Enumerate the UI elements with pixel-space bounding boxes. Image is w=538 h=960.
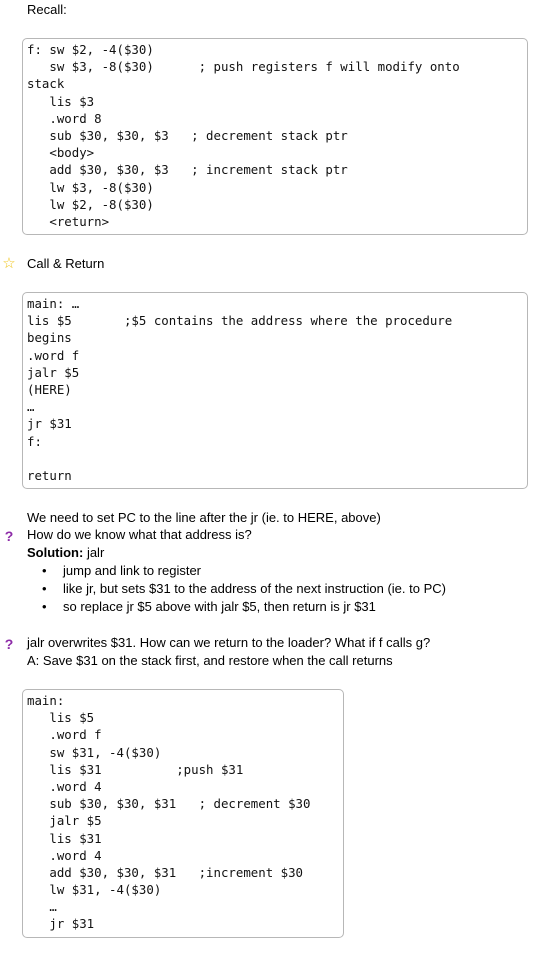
code-line: lis $3 (27, 93, 95, 109)
code-line: lis $31 (27, 830, 102, 846)
list-item: • so replace jr $5 above with jalr $5, then return is jr $31 (42, 598, 446, 616)
code-line: jr $31 (27, 416, 72, 432)
code-line: lis $31 ;push $31 (27, 761, 244, 777)
code-line: (HERE) (27, 381, 72, 397)
code-line: lis $5 ;$5 contains the address where the procedure (27, 313, 453, 329)
recall-heading: Recall: (27, 2, 67, 17)
code-line: add $30, $30, $31 ;increment $30 (27, 864, 304, 880)
code-block-recall (22, 38, 528, 235)
question-2-line-1: jalr overwrites $31. How can we return to the loader? What if f calls g? (27, 635, 431, 650)
code-line: jr $31 (27, 916, 95, 932)
star-icon: ☆ (2, 255, 16, 272)
code-line: add $30, $30, $3 ; increment stack ptr (27, 162, 348, 178)
code-line: stack (27, 76, 65, 92)
code-block-main (22, 689, 344, 938)
code-block-call-return (22, 292, 528, 489)
code-line: sw $31, -4($30) (27, 744, 162, 760)
code-line: sw $3, -8($30) ; push registers f will modify onto (27, 59, 460, 75)
solution-bullet-list (42, 562, 446, 616)
code-line: lw $31, -4($30) (27, 882, 162, 898)
question-2-line-2: A: Save $31 on the stack first, and restore when the call returns (27, 653, 393, 668)
call-return-heading: Call & Return (27, 256, 105, 271)
code-line: jalr $5 (27, 364, 80, 380)
code-line: f: (27, 433, 42, 449)
code-line: <return> (27, 213, 110, 229)
code-line: … (27, 899, 57, 915)
code-line: jalr $5 (27, 813, 102, 829)
code-line: .word f (27, 347, 80, 363)
code-line: main: … (27, 296, 80, 311)
list-item: • jump and link to register (42, 562, 446, 580)
code-line: lis $5 (27, 710, 95, 726)
solution-label: Solution: (27, 545, 84, 560)
list-item: • like jr, but sets $31 to the address of the next instruction (ie. to PC) (42, 580, 446, 598)
code-line: … (27, 399, 35, 415)
code-line: begins (27, 330, 72, 346)
code-line: sub $30, $30, $3 ; decrement stack ptr (27, 127, 348, 143)
code-line: main: (27, 693, 65, 708)
question-1-line-2: How do we know what that address is? (27, 527, 252, 542)
code-line: lw $3, -8($30) (27, 179, 154, 195)
question-mark-icon: ? (4, 636, 14, 652)
solution-value: jalr (83, 545, 105, 560)
code-line: .word 4 (27, 778, 102, 794)
code-line: f: sw $2, -4($30) (27, 42, 154, 57)
code-line: .word f (27, 727, 102, 743)
code-line: .word 8 (27, 110, 102, 126)
question-mark-icon: ? (4, 528, 14, 544)
code-line: sub $30, $30, $31 ; decrement $30 (27, 796, 311, 812)
code-line (27, 450, 523, 467)
code-line: return (27, 467, 72, 483)
question-1-line-1: We need to set PC to the line after the jr (ie. to HERE, above) (27, 510, 381, 525)
code-line: lw $2, -8($30) (27, 196, 154, 212)
code-line: <body> (27, 145, 95, 161)
code-line: .word 4 (27, 847, 102, 863)
solution-line (27, 544, 104, 562)
